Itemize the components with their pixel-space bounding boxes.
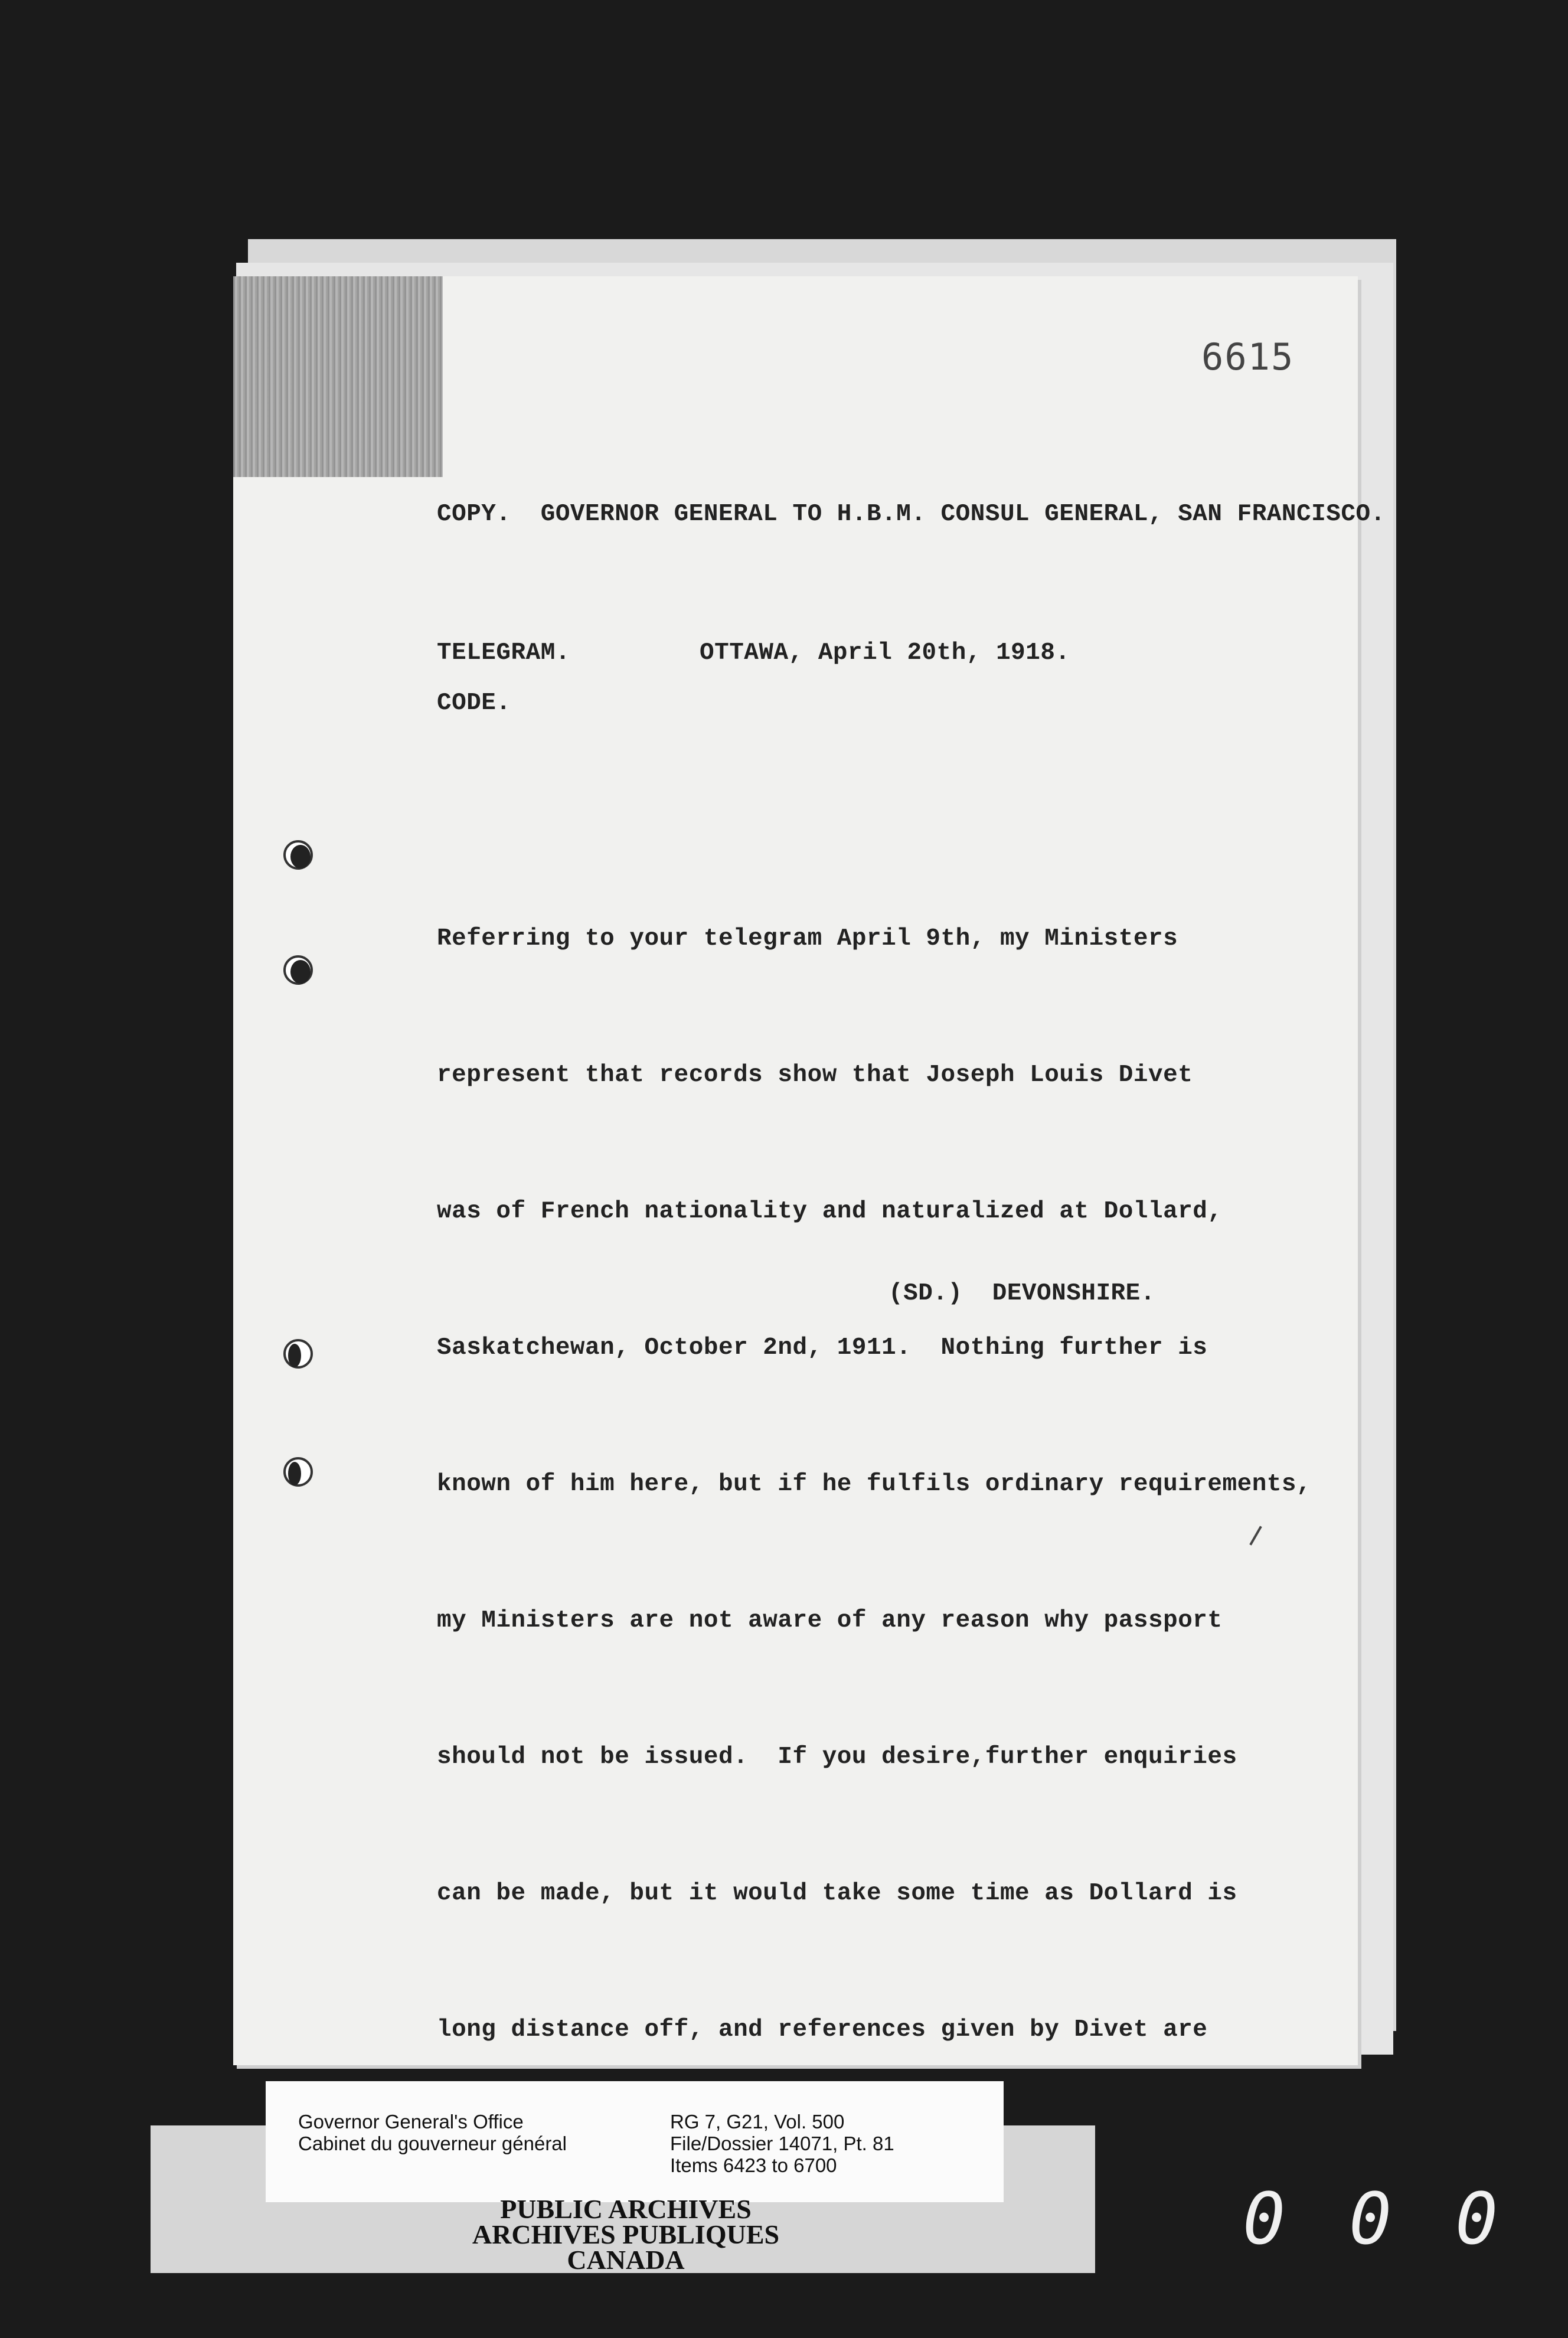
stamp-line: ARCHIVES PUBLIQUES [472, 2219, 780, 2249]
punch-hole-icon [283, 955, 313, 985]
frame-digit: 0 [1455, 2179, 1498, 2261]
body-line: Referring to your telegram April 9th, my Ministers [437, 925, 1178, 952]
date-line: OTTAWA, April 20th, 1918. [700, 639, 1070, 667]
frame-digit: 0 [1243, 2179, 1286, 2261]
telegram-page [233, 276, 1386, 2065]
body-line: known of him here, but if he fulfils ordinary requirements, [437, 1471, 1312, 1498]
punch-hole-icon [283, 1457, 313, 1487]
body-line: Saskatchewan, October 2nd, 1911. Nothing further is [437, 1334, 1208, 1361]
punch-hole-icon [283, 840, 313, 870]
ink-smudge [629, 300, 759, 318]
reference-volume: RG 7, G21, Vol. 500 [670, 2111, 845, 2133]
body-line: my Ministers are not aware of any reason why passport [437, 1607, 1223, 1634]
body-line: should not be issued. If you desire,further enquiries [437, 1743, 1237, 1771]
reference-file: File/Dossier 14071, Pt. 81 [670, 2133, 894, 2154]
body-line: represent that records show that Joseph Louis Divet [437, 1062, 1193, 1089]
archives-stamp [449, 2194, 803, 2275]
body-line: long distance off, and references given by Divet are [437, 2016, 1208, 2043]
reference-items: Items 6423 to 6700 [670, 2154, 837, 2176]
corner-tape [233, 276, 443, 477]
code-label: CODE. [437, 690, 511, 717]
punch-hole-icon [283, 1339, 313, 1369]
office-name-en: Governor General's Office [298, 2111, 524, 2133]
stamp-line: CANADA [567, 2245, 685, 2275]
document-heading: COPY. GOVERNOR GENERAL TO H.B.M. CONSUL GENERAL, SAN FRANCISCO. [437, 501, 1386, 528]
telegram-body [437, 825, 1311, 2280]
stamp-line: PUBLIC ARCHIVES [500, 2194, 752, 2224]
archive-label [266, 2081, 1004, 2202]
office-name-fr: Cabinet du gouverneur général [298, 2133, 567, 2154]
signature: (SD.) DEVONSHIRE. [888, 1280, 1155, 1307]
telegram-label: TELEGRAM. [437, 639, 570, 667]
document-number: 6615 [1201, 335, 1295, 378]
frame-digit: 0 [1349, 2179, 1392, 2261]
body-line: can be made, but it would take some time as Dollard is [437, 1880, 1237, 1907]
body-line: was of French nationality and naturalized at Dollard, [437, 1198, 1223, 1225]
